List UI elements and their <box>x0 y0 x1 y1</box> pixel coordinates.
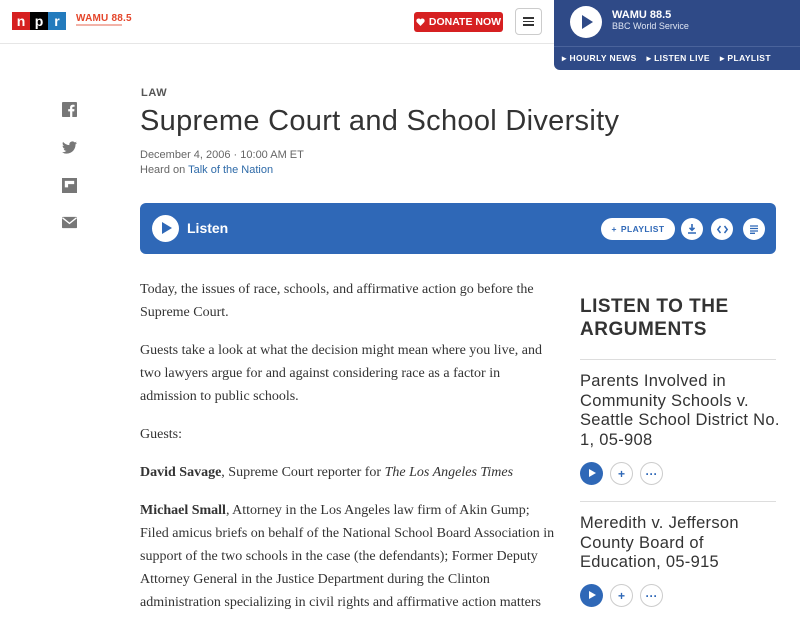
transcript-button[interactable] <box>743 218 765 240</box>
npr-logo[interactable] <box>12 12 66 30</box>
playlist-link[interactable]: ▸ PLAYLIST <box>719 53 771 63</box>
playlist-label: PLAYLIST <box>727 53 771 63</box>
flipboard-icon[interactable] <box>62 178 77 193</box>
hourly-news-link[interactable]: ▸ HOURLY NEWS <box>562 53 637 63</box>
sidebar-item-controls <box>580 462 663 485</box>
sidebar-audio-item <box>580 372 780 481</box>
hamburger-icon <box>523 17 534 19</box>
player-play-button[interactable] <box>570 6 602 38</box>
publication-name: The Los Angeles Times <box>384 465 514 480</box>
live-radio-player <box>554 0 800 70</box>
guest-description: , Attorney in the Los Angeles law firm of Akin Gump; Filed amicus briefs on behalf of the National School Board Association in support of the two schools in the case (the defendants); Former Deputy Attorney General in the Justice Department during the Clinton administration specializing in civil rights and affirmative action matters <box>140 503 555 610</box>
show-link[interactable]: Talk of the Nation <box>188 164 274 176</box>
npr-logo-letter-p: p <box>30 12 48 30</box>
twitter-icon[interactable] <box>62 140 77 155</box>
audio-listen-bar <box>140 203 776 254</box>
sidebar-item-title[interactable]: Meredith v. Jefferson County Board of Education, 05-915 <box>580 514 739 571</box>
guest-description: , Supreme Court reporter for <box>221 465 385 480</box>
sidebar-play-button[interactable] <box>580 462 603 485</box>
guest-entry <box>140 461 560 484</box>
hamburger-icon-line <box>523 24 534 26</box>
player-program-name: BBC World Service <box>612 21 689 31</box>
facebook-icon[interactable] <box>62 102 77 117</box>
listen-live-label: LISTEN LIVE <box>654 53 710 63</box>
sidebar-divider <box>580 359 776 360</box>
hourly-news-label: HOURLY NEWS <box>569 53 637 63</box>
listen-live-link[interactable]: ▸ LISTEN LIVE <box>646 53 710 63</box>
embed-button[interactable] <box>711 218 733 240</box>
station-logo[interactable]: WAMU 88.5 <box>76 13 132 24</box>
heard-on-line <box>140 164 273 176</box>
paragraph: Today, the issues of race, schools, and affirmative action go before the Supreme Court. <box>140 282 534 320</box>
sidebar-more-options-button[interactable]: ··· <box>640 462 663 485</box>
sidebar-play-button[interactable] <box>580 584 603 607</box>
listen-label[interactable]: Listen <box>187 220 229 236</box>
listen-play-button[interactable] <box>152 215 179 242</box>
guest-name: Michael Small <box>140 503 226 518</box>
player-links <box>554 46 800 70</box>
guest-entry <box>140 499 560 614</box>
sidebar-add-playlist-button[interactable]: + <box>610 462 633 485</box>
paragraph: Guests take a look at what the decision might mean where you live, and two lawyers argue for and against considering race as a factor in admission to public schools. <box>140 343 543 404</box>
heart-icon <box>416 18 425 26</box>
article-section-link[interactable]: LAW <box>141 87 168 99</box>
transcript-icon <box>749 225 759 234</box>
sidebar-add-playlist-button[interactable]: + <box>610 584 633 607</box>
email-icon[interactable] <box>62 215 77 230</box>
donate-button[interactable] <box>414 12 503 32</box>
sidebar-item-controls <box>580 584 663 607</box>
article-title: Supreme Court and School Diversity <box>140 105 620 137</box>
hamburger-icon-line <box>523 21 534 23</box>
sidebar-heading: LISTEN TO THE ARGUMENTS <box>580 296 729 340</box>
playlist-button-label: PLAYLIST <box>620 224 665 234</box>
station-logo-tagline-bar <box>76 24 122 26</box>
sidebar-item-title[interactable]: Parents Involved in Community Schools v. Seattle School District No. 1, 05-908 <box>580 372 780 449</box>
npr-logo-letter-r: r <box>48 12 66 30</box>
player-station-name: WAMU 88.5 <box>612 9 672 21</box>
download-button[interactable] <box>681 218 703 240</box>
donate-button-label: DONATE NOW <box>428 16 502 28</box>
sidebar-audio-item <box>580 514 780 603</box>
article-body <box>140 278 560 629</box>
sidebar-more-options-button[interactable]: ··· <box>640 584 663 607</box>
npr-logo-letter-n: n <box>12 12 30 30</box>
guest-name: David Savage <box>140 465 222 480</box>
download-icon <box>687 224 697 234</box>
paragraph: Guests: <box>140 427 182 442</box>
menu-button[interactable] <box>515 8 542 35</box>
add-to-playlist-button[interactable] <box>601 218 675 240</box>
heard-on-prefix: Heard on <box>140 164 189 176</box>
plus-icon: + <box>611 224 617 234</box>
sidebar-divider <box>580 501 776 502</box>
article-date: December 4, 2006 · 10:00 AM ET <box>140 149 304 161</box>
embed-icon <box>717 225 728 234</box>
